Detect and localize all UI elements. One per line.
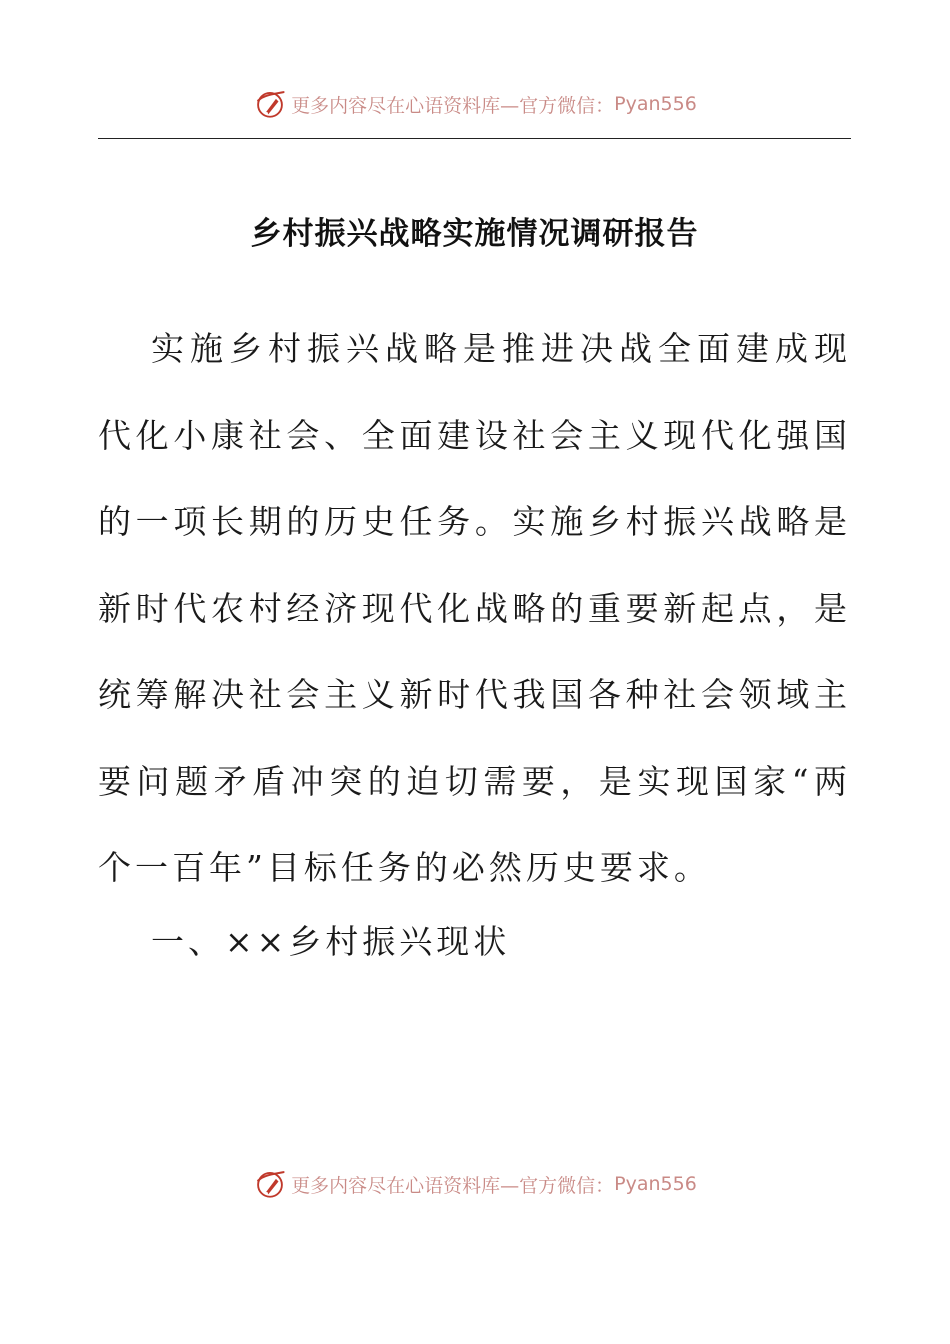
footer-watermark-id: Pyan556 <box>614 1173 697 1195</box>
footer-watermark <box>0 1164 950 1204</box>
header-watermark <box>0 84 950 124</box>
body-paragraph: 实施乡村振兴战略是推进决战全面建成现代化小康社会、全面建设社会主义现代化强国的一项长期的历史任务。实施乡村振兴战略是新时代农村经济现代化战略的重要新起点，是统筹解决社会主义新时代我国各种社会领域主要问题矛盾冲突的迫切需要，是实现国家“两个一百年”目标任务的必然历史要求。 <box>98 329 851 887</box>
header-watermark-text: 更多内容尽在心语资料库—官方微信： <box>291 94 615 117</box>
header-watermark-id: Pyan556 <box>614 93 697 115</box>
footer-watermark-text: 更多内容尽在心语资料库—官方微信： <box>291 1174 615 1197</box>
document-title: 乡村振兴战略实施情况调研报告 <box>250 216 699 252</box>
section-heading: 一、××乡村振兴现状 <box>151 922 511 961</box>
header-divider <box>98 138 851 139</box>
pen-circle-logo-icon <box>253 87 287 121</box>
pen-circle-logo-icon <box>253 1167 287 1201</box>
